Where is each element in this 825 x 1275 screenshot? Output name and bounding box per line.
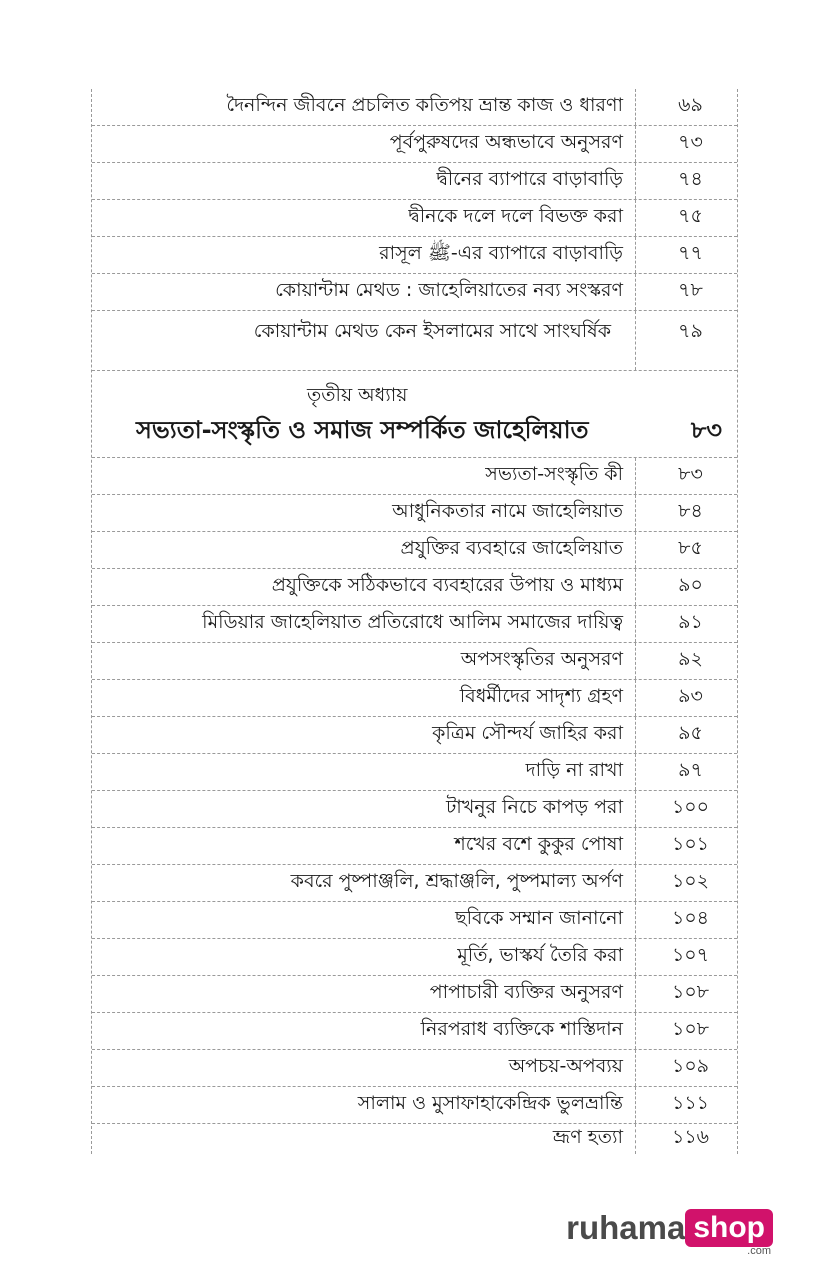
toc-entry-title: প্রযুক্তিকে সঠিকভাবে ব্যবহারের উপায় ও মাধ্যম: [92, 569, 636, 605]
toc-entry-page: ৯৩: [678, 685, 703, 707]
toc-entry-page: ১১১: [672, 1092, 709, 1114]
toc-entry-page: ৯৫: [678, 722, 703, 744]
toc-row: [92, 89, 737, 126]
logo-brand-text: ruhama: [566, 1209, 686, 1246]
logo-badge-text: shop: [685, 1209, 773, 1247]
toc-entry-page: ১১৬: [671, 1126, 709, 1148]
toc-entry-page: ৯০: [678, 574, 703, 596]
toc-row: [92, 791, 737, 828]
toc-row: [92, 976, 737, 1013]
toc-entry-title: কোয়ান্টাম মেথড : জাহেলিয়াতের নব্য সংস্করণ: [92, 274, 636, 310]
toc-entry-page: ৭৩: [678, 131, 703, 153]
toc-row: [92, 569, 737, 606]
toc-row: [92, 680, 737, 717]
toc-entry-page: ৬৯: [678, 94, 703, 116]
toc-row: [92, 311, 737, 371]
toc-entry-page: ৯১: [678, 611, 703, 633]
toc-entry-title: শখের বশে কুকুর পোষা: [92, 828, 636, 864]
toc-row: [92, 237, 737, 274]
table-of-contents: [91, 89, 738, 1154]
toc-row: [92, 1087, 737, 1124]
toc-entry-title: মিডিয়ার জাহেলিয়াত প্রতিরোধে আলিম সমাজের দায়িত্ব: [92, 606, 636, 642]
toc-entry-title: মূর্তি, ভাস্কর্য তৈরি করা: [92, 939, 636, 975]
toc-entry-page: ৭৫: [678, 205, 703, 227]
toc-entry-page: ১০১: [671, 833, 709, 855]
toc-row: [92, 902, 737, 939]
toc-entry-title: দ্বীনের ব্যাপারে বাড়াবাড়ি: [92, 163, 636, 199]
toc-entry-page: ৭৪: [678, 168, 703, 190]
toc-entry-page: ১০৮: [671, 1018, 709, 1040]
chapter-label: তৃতীয় অধ্যায়: [307, 384, 408, 406]
toc-entry-title: নিরপরাধ ব্যক্তিকে শাস্তিদান: [92, 1013, 636, 1049]
logo-domain-suffix: .com: [747, 1245, 771, 1257]
toc-entry-title: কোয়ান্টাম মেথড কেন ইসলামের সাথে সাংঘর্ষিক: [92, 311, 636, 370]
toc-entry-title: সালাম ও মুসাফাহাকেন্দ্রিক ভুলভ্রান্তি: [92, 1087, 636, 1123]
toc-entry-page: ৭৭: [678, 242, 703, 264]
toc-entry-page: ১০৪: [671, 907, 709, 929]
toc-row: [92, 717, 737, 754]
toc-row: [92, 1013, 737, 1050]
toc-row: [92, 458, 737, 495]
ruhamashop-logo: [566, 1209, 773, 1257]
toc-entry-page: ৮৫: [678, 537, 703, 559]
toc-entry-page: ৭৯: [678, 320, 703, 342]
toc-entry-title: রাসূল ﷺ-এর ব্যাপারে বাড়াবাড়ি: [92, 237, 636, 273]
toc-section-top: [92, 89, 737, 371]
toc-row: [92, 754, 737, 791]
toc-entry-title: টাখনুর নিচে কাপড় পরা: [92, 791, 636, 827]
toc-entry-page: ৯৭: [678, 759, 703, 781]
toc-row: [92, 643, 737, 680]
toc-entry-page: ১০৯: [671, 1055, 709, 1077]
toc-entry-title: পূর্বপুরুষদের অন্ধভাবে অনুসরণ: [92, 126, 636, 162]
toc-section-bottom: [92, 458, 737, 1154]
toc-entry-page: ৮৩: [678, 463, 703, 485]
chapter-heading: [92, 371, 737, 458]
toc-row: [92, 126, 737, 163]
toc-entry-title: কবরে পুষ্পাঞ্জলি, শ্রদ্ধাঞ্জলি, পুষ্পমাল্য অর্পণ: [92, 865, 636, 901]
toc-entry-title: দাড়ি না রাখা: [92, 754, 636, 790]
chapter-page-number: ৮৩: [690, 416, 722, 444]
toc-row: [92, 163, 737, 200]
toc-row: [92, 200, 737, 237]
toc-entry-title: প্রযুক্তির ব্যবহারে জাহেলিয়াত: [92, 532, 636, 568]
toc-row: [92, 939, 737, 976]
toc-entry-title: অপসংস্কৃতির অনুসরণ: [92, 643, 636, 679]
toc-entry-title: বিধর্মীদের সাদৃশ্য গ্রহণ: [92, 680, 636, 716]
toc-entry-page: ১০০: [671, 796, 710, 818]
toc-entry-page: ১০৮: [671, 981, 709, 1003]
toc-entry-title: ছবিকে সম্মান জানানো: [92, 902, 636, 938]
toc-entry-page: ৭৮: [678, 279, 703, 301]
toc-entry-page: ১০২: [671, 870, 710, 892]
toc-entry-title: দ্বীনকে দলে দলে বিভক্ত করা: [92, 200, 636, 236]
toc-entry-title: পাপাচারী ব্যক্তির অনুসরণ: [92, 976, 636, 1012]
toc-row: [92, 1124, 737, 1154]
toc-entry-page: ১০৭: [671, 944, 710, 966]
toc-row: [92, 606, 737, 643]
chapter-title: সভ্যতা-সংস্কৃতি ও সমাজ সম্পর্কিত জাহেলিয়াত: [136, 416, 589, 444]
toc-row: [92, 274, 737, 311]
toc-entry-title: সভ্যতা-সংস্কৃতি কী: [92, 458, 636, 494]
toc-entry-page: ৮৪: [678, 500, 703, 522]
toc-entry-title: আধুনিকতার নামে জাহেলিয়াত: [92, 495, 636, 531]
logo-badge: [685, 1209, 773, 1257]
toc-entry-title: ভ্রূণ হত্যা: [92, 1124, 636, 1154]
toc-row: [92, 532, 737, 569]
toc-entry-title: দৈনন্দিন জীবনে প্রচলিত কতিপয় ভ্রান্ত কাজ ও ধারণা: [92, 89, 636, 125]
toc-row: [92, 495, 737, 532]
toc-entry-title: কৃত্রিম সৌন্দর্য জাহির করা: [92, 717, 636, 753]
toc-row: [92, 828, 737, 865]
toc-entry-page: ৯২: [678, 648, 703, 670]
toc-entry-title: অপচয়-অপব্যয়: [92, 1050, 636, 1086]
toc-row: [92, 865, 737, 902]
toc-row: [92, 1050, 737, 1087]
